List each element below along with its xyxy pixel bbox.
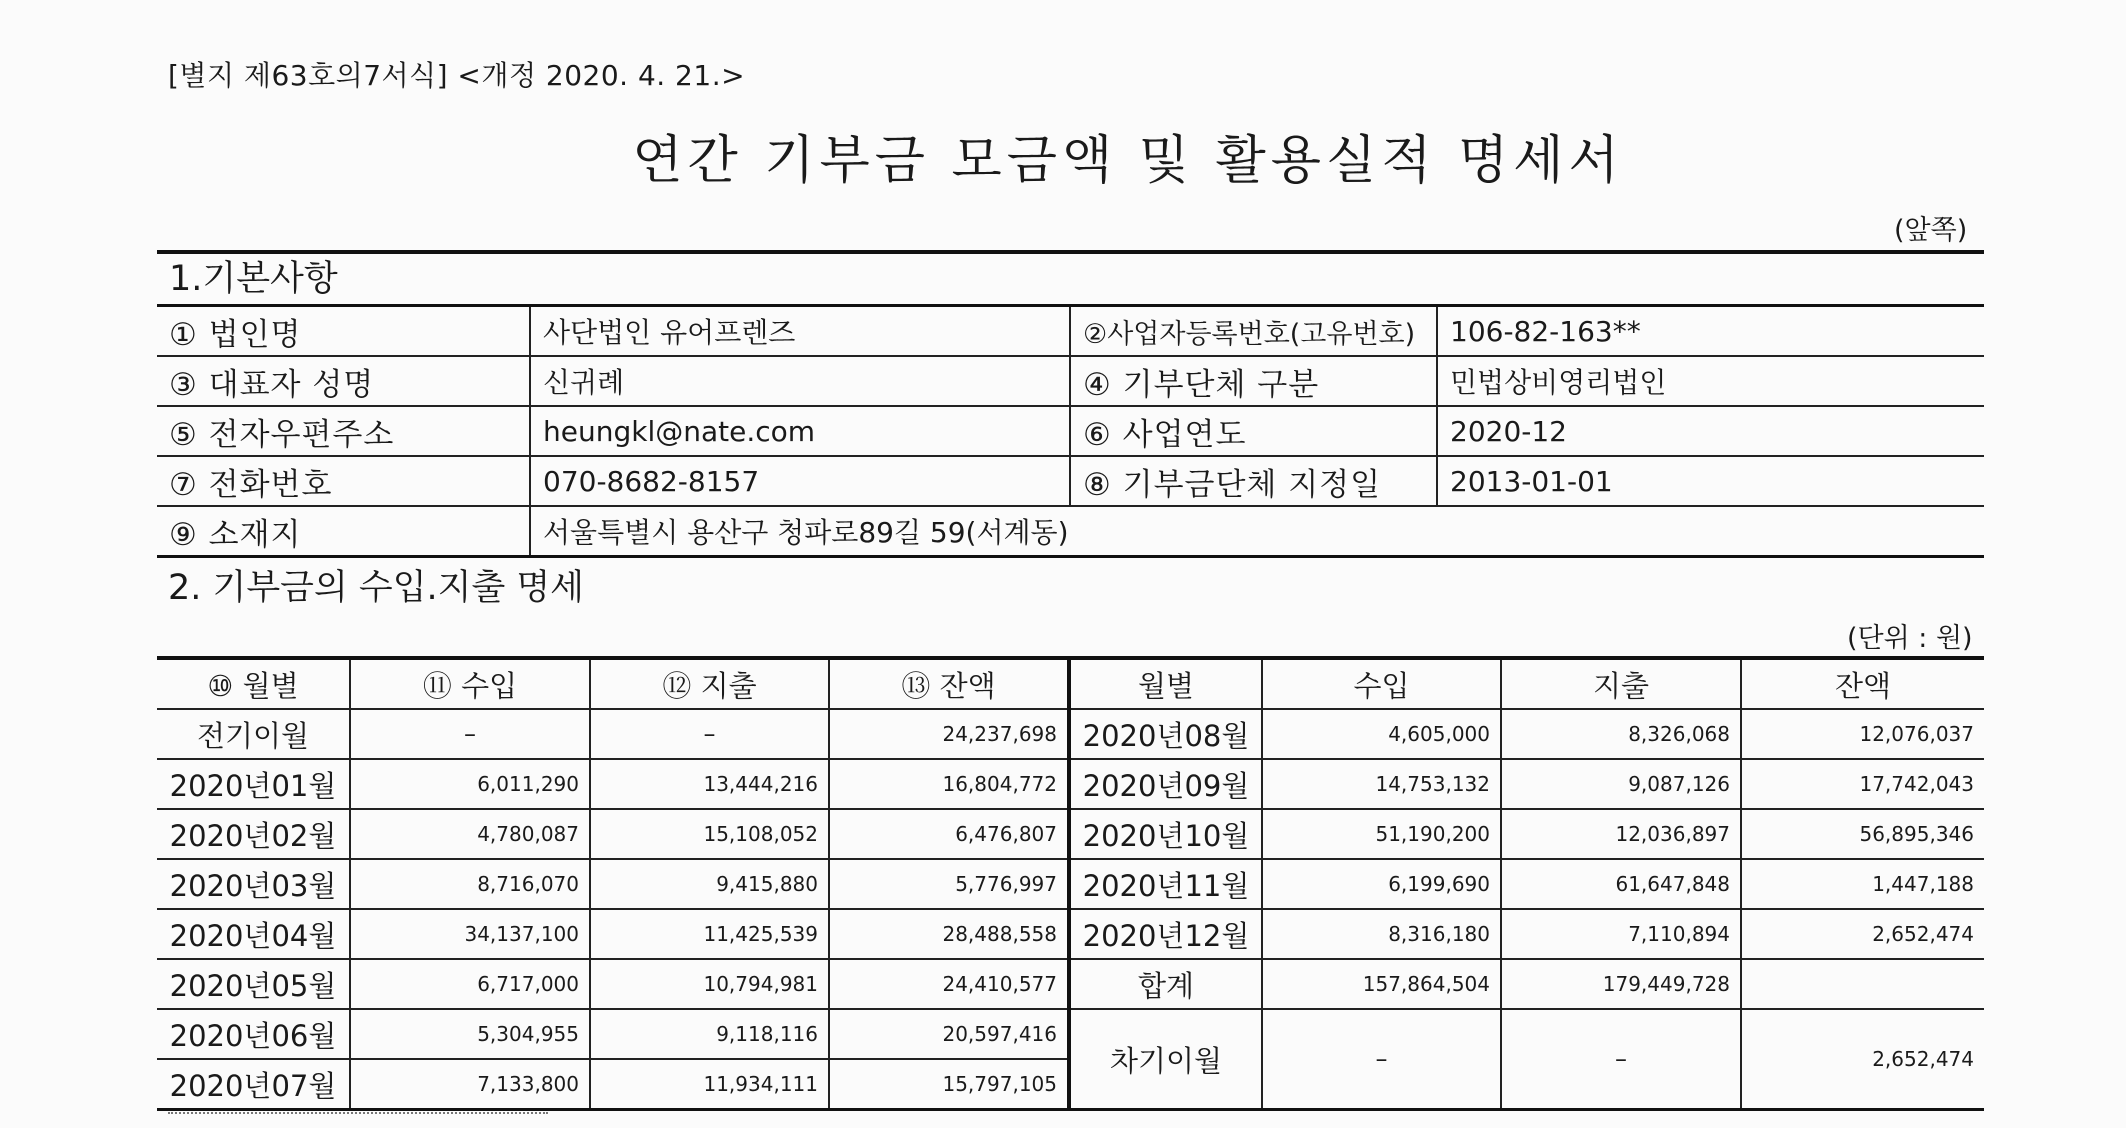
expense-cell: 15,108,052 bbox=[590, 809, 829, 859]
balance-cell: 56,895,346 bbox=[1741, 809, 1984, 859]
header-cell: 잔액 bbox=[1741, 658, 1984, 709]
address-value: 서울특별시 용산구 청파로89길 59(서계동) bbox=[530, 506, 1984, 557]
carry-forward-expense-cell: – bbox=[1501, 1009, 1741, 1110]
document-title: 연간 기부금 모금액 및 활용실적 명세서 bbox=[632, 131, 1624, 191]
corp-name-value: 사단법인 유어프렌즈 bbox=[530, 306, 1070, 357]
expense-cell: 8,326,068 bbox=[1501, 709, 1741, 759]
month-cell: 2020년12월 bbox=[1069, 909, 1262, 959]
income-cell: 6,011,290 bbox=[350, 759, 590, 809]
phone-value: 070-8682-8157 bbox=[530, 456, 1070, 506]
month-cell: 2020년10월 bbox=[1069, 809, 1262, 859]
total-expense-cell: 179,449,728 bbox=[1501, 959, 1741, 1009]
month-cell: 전기이월 bbox=[157, 709, 350, 759]
org-type-value: 민법상비영리법인 bbox=[1437, 356, 1984, 406]
table-row bbox=[157, 909, 1984, 959]
table-row bbox=[157, 959, 1984, 1009]
biz-reg-no-value: 106-82-163** bbox=[1437, 306, 1984, 357]
header-cell: 월별 bbox=[1069, 658, 1262, 709]
table-row bbox=[157, 859, 1984, 909]
income-cell: 7,133,800 bbox=[350, 1059, 590, 1110]
month-cell: 2020년02월 bbox=[157, 809, 350, 859]
month-cell: 2020년01월 bbox=[157, 759, 350, 809]
balance-cell: 16,804,772 bbox=[829, 759, 1069, 809]
table-row bbox=[157, 809, 1984, 859]
month-cell: 2020년09월 bbox=[1069, 759, 1262, 809]
month-cell: 2020년06월 bbox=[157, 1009, 350, 1059]
balance-cell: 2,652,474 bbox=[1741, 909, 1984, 959]
month-cell: 2020년08월 bbox=[1069, 709, 1262, 759]
designation-date-value: 2013-01-01 bbox=[1437, 456, 1984, 506]
income-cell: 6,717,000 bbox=[350, 959, 590, 1009]
donation-ledger-table bbox=[157, 656, 1984, 1111]
table-row bbox=[157, 759, 1984, 809]
income-cell: 34,137,100 bbox=[350, 909, 590, 959]
info-row bbox=[157, 406, 1984, 456]
email-value: heungkl@nate.com bbox=[530, 406, 1070, 456]
expense-cell: 9,415,880 bbox=[590, 859, 829, 909]
designation-date-label: ⑧ 기부금단체 지정일 bbox=[1070, 456, 1437, 506]
org-type-label: ④ 기부단체 구분 bbox=[1070, 356, 1437, 406]
unit-label: (단위 : 원) bbox=[1847, 623, 1973, 654]
expense-cell: 12,036,897 bbox=[1501, 809, 1741, 859]
carry-forward-income-cell: – bbox=[1262, 1009, 1501, 1110]
representative-value: 신귀례 bbox=[530, 356, 1070, 406]
expense-cell: 11,934,111 bbox=[590, 1059, 829, 1110]
expense-cell: 9,118,116 bbox=[590, 1009, 829, 1059]
balance-cell: 24,237,698 bbox=[829, 709, 1069, 759]
month-cell: 2020년11월 bbox=[1069, 859, 1262, 909]
header-cell: ⑩ 월별 bbox=[157, 658, 350, 709]
basic-info-section bbox=[157, 250, 1984, 558]
header-row bbox=[157, 658, 1984, 709]
header-cell: 지출 bbox=[1501, 658, 1741, 709]
header-cell: ⑬ 잔액 bbox=[829, 658, 1069, 709]
fiscal-year-label: ⑥ 사업연도 bbox=[1070, 406, 1437, 456]
cropped-next-section-edge bbox=[168, 1112, 548, 1124]
corp-name-label: ① 법인명 bbox=[157, 306, 530, 357]
month-cell: 2020년04월 bbox=[157, 909, 350, 959]
balance-cell: 6,476,807 bbox=[829, 809, 1069, 859]
expense-cell: 10,794,981 bbox=[590, 959, 829, 1009]
basic-info-table bbox=[157, 304, 1984, 558]
income-cell: 4,780,087 bbox=[350, 809, 590, 859]
income-cell: 8,716,070 bbox=[350, 859, 590, 909]
expense-cell: 11,425,539 bbox=[590, 909, 829, 959]
table-row bbox=[157, 709, 1984, 759]
header-cell: 수입 bbox=[1262, 658, 1501, 709]
carry-forward-balance-cell: 2,652,474 bbox=[1741, 1009, 1984, 1110]
income-cell: 14,753,132 bbox=[1262, 759, 1501, 809]
balance-cell: 17,742,043 bbox=[1741, 759, 1984, 809]
carry-forward-label-cell: 차기이월 bbox=[1069, 1009, 1262, 1110]
biz-reg-no-label: ②사업자등록번호(고유번호) bbox=[1070, 306, 1437, 357]
header-cell: ⑪ 수입 bbox=[350, 658, 590, 709]
header-cell: ⑫ 지출 bbox=[590, 658, 829, 709]
income-cell: 6,199,690 bbox=[1262, 859, 1501, 909]
total-balance-cell bbox=[1741, 959, 1984, 1009]
income-cell: 4,605,000 bbox=[1262, 709, 1501, 759]
info-row bbox=[157, 506, 1984, 557]
balance-cell: 15,797,105 bbox=[829, 1059, 1069, 1110]
balance-cell: 1,447,188 bbox=[1741, 859, 1984, 909]
phone-label: ⑦ 전화번호 bbox=[157, 456, 530, 506]
balance-cell: 20,597,416 bbox=[829, 1009, 1069, 1059]
balance-cell: 12,076,037 bbox=[1741, 709, 1984, 759]
table-row bbox=[157, 1009, 1984, 1059]
info-row bbox=[157, 356, 1984, 406]
expense-cell: – bbox=[590, 709, 829, 759]
expense-cell: 7,110,894 bbox=[1501, 909, 1741, 959]
income-cell: – bbox=[350, 709, 590, 759]
balance-cell: 28,488,558 bbox=[829, 909, 1069, 959]
month-cell: 2020년03월 bbox=[157, 859, 350, 909]
month-cell: 2020년07월 bbox=[157, 1059, 350, 1110]
ledger-heading: 2. 기부금의 수입.지출 명세 bbox=[168, 568, 584, 608]
total-label-cell: 합계 bbox=[1069, 959, 1262, 1009]
page-side-label: (앞쪽) bbox=[1894, 215, 1968, 246]
basic-info-heading: 1.기본사항 bbox=[157, 250, 1984, 304]
address-label: ⑨ 소재지 bbox=[157, 506, 530, 557]
expense-cell: 61,647,848 bbox=[1501, 859, 1741, 909]
fiscal-year-value: 2020-12 bbox=[1437, 406, 1984, 456]
expense-cell: 9,087,126 bbox=[1501, 759, 1741, 809]
balance-cell: 5,776,997 bbox=[829, 859, 1069, 909]
month-cell: 2020년05월 bbox=[157, 959, 350, 1009]
balance-cell: 24,410,577 bbox=[829, 959, 1069, 1009]
expense-cell: 13,444,216 bbox=[590, 759, 829, 809]
info-row bbox=[157, 306, 1984, 357]
total-income-cell: 157,864,504 bbox=[1262, 959, 1501, 1009]
representative-label: ③ 대표자 성명 bbox=[157, 356, 530, 406]
income-cell: 5,304,955 bbox=[350, 1009, 590, 1059]
info-row bbox=[157, 456, 1984, 506]
income-cell: 8,316,180 bbox=[1262, 909, 1501, 959]
email-label: ⑤ 전자우편주소 bbox=[157, 406, 530, 456]
income-cell: 51,190,200 bbox=[1262, 809, 1501, 859]
form-id-label: [별지 제63호의7서식] <개정 2020. 4. 21.> bbox=[168, 59, 746, 92]
